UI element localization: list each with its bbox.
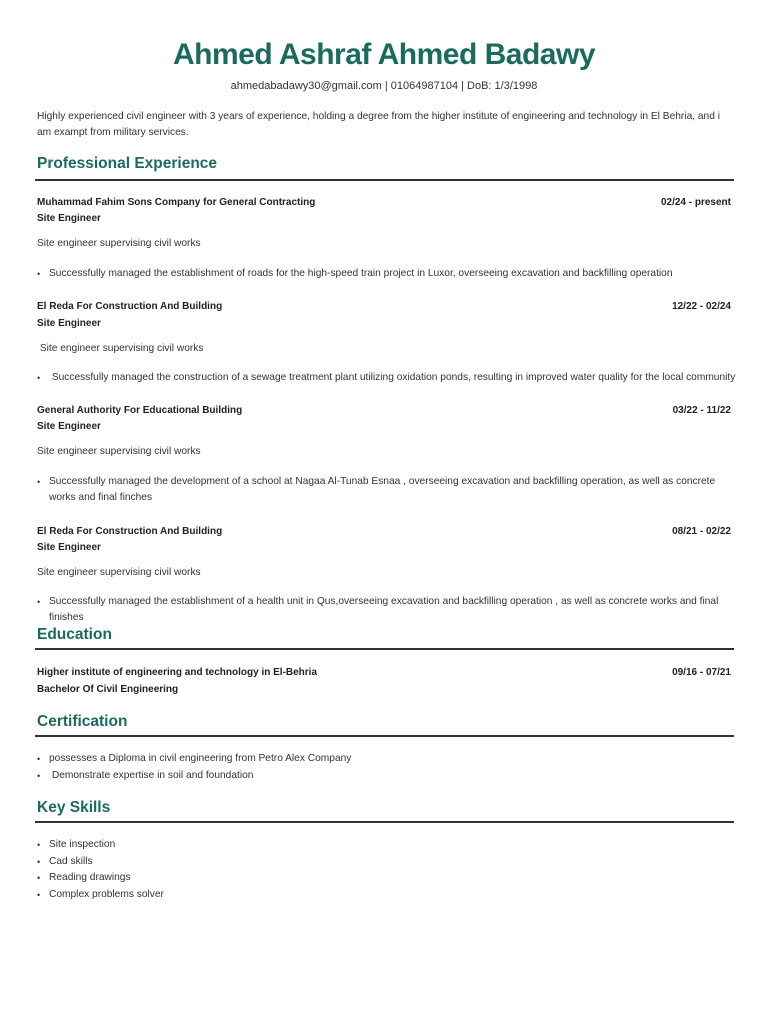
section-title-skills: Key Skills: [37, 799, 111, 816]
job-bullet-text: Successfully managed the establishment of roads for the high-speed train project in Luxor, overseeing excavation and backfilling operation: [49, 268, 673, 279]
job-bullet: [37, 266, 737, 282]
section-divider: [35, 735, 734, 737]
job-description: Site engineer supervising civil works: [37, 343, 204, 354]
bullet-icon: •: [37, 269, 41, 279]
certification-item: [37, 751, 737, 767]
job-title: Site Engineer: [37, 421, 101, 432]
education-school: Higher institute of engineering and technology in El-Behria: [37, 667, 318, 678]
certification-item-text: Demonstrate expertise in soil and foundation: [49, 770, 254, 781]
section-divider: [35, 648, 734, 650]
job-company: General Authority For Educational Building: [37, 405, 243, 416]
job-company: Muhammad Fahim Sons Company for General Contracting: [37, 197, 316, 208]
skill-item-text: Complex problems solver: [49, 889, 164, 900]
section-divider: [35, 179, 734, 181]
contact-line: ahmedabadawy30@gmail.com | 01064987104 | DoB: 1/3/1998: [230, 80, 538, 92]
job-company: El Reda For Construction And Building: [37, 301, 223, 312]
section-title-education: Education: [37, 626, 112, 643]
certification-item-text: possesses a Diploma in civil engineering from Petro Alex Company: [49, 753, 352, 764]
job-bullet-text: Successfully managed the construction of a sewage treatment plant utilizing oxidation ponds, resulting in improved water quality for the local community: [49, 372, 736, 383]
bullet-icon: •: [37, 840, 41, 850]
skill-item: [37, 837, 737, 853]
job-date: 03/22 - 11/22: [672, 405, 731, 416]
job-title: Site Engineer: [37, 318, 101, 329]
candidate-name: Ahmed Ashraf Ahmed Badawy: [172, 38, 596, 71]
job-date: 02/24 - present: [660, 197, 731, 208]
bullet-icon: •: [37, 771, 41, 781]
bullet-icon: •: [37, 373, 41, 383]
job-bullet-text: Successfully managed the development of a school at Nagaa Al-Tunab Esnaa , overseeing excavation and backfilling operation, as well as concrete works and final finches: [49, 476, 716, 503]
certification-item: [37, 768, 737, 784]
job-title: Site Engineer: [37, 213, 101, 224]
skill-item: [37, 870, 737, 886]
job-company: El Reda For Construction And Building: [37, 526, 223, 537]
education-degree: Bachelor Of Civil Engineering: [37, 684, 179, 695]
section-title-certification: Certification: [37, 713, 128, 730]
job-description: Site engineer supervising civil works: [37, 567, 201, 578]
education-date: 09/16 - 07/21: [672, 667, 731, 678]
bullet-icon: •: [37, 857, 41, 867]
skill-item-text: Site inspection: [49, 839, 116, 850]
skill-item-text: Cad skills: [49, 856, 93, 867]
summary-paragraph: Highly experienced civil engineer with 3 years of experience, holding a degree from the higher institute of engineering and technology in El Behria, and i am exampt from military services.: [37, 111, 720, 138]
section-divider: [35, 821, 734, 823]
bullet-icon: •: [37, 597, 41, 607]
job-date: 08/21 - 02/22: [672, 526, 731, 537]
job-bullet-text: Successfully managed the establishment of a health unit in Qus,overseeing excavation and backfilling operation , as well as concrete works and final finishes: [49, 596, 719, 623]
job-title: Site Engineer: [37, 542, 101, 553]
bullet-icon: •: [37, 754, 41, 764]
job-bullet: [37, 594, 737, 626]
job-bullet: [37, 370, 737, 386]
job-bullet: [37, 474, 732, 506]
skill-item-text: Reading drawings: [49, 872, 131, 883]
job-description: Site engineer supervising civil works: [37, 238, 201, 249]
bullet-icon: •: [37, 890, 41, 900]
bullet-icon: •: [37, 873, 41, 883]
bullet-icon: •: [37, 477, 41, 487]
section-title-experience: Professional Experience: [37, 155, 218, 172]
skill-item: [37, 887, 737, 903]
job-description: Site engineer supervising civil works: [37, 446, 201, 457]
skill-item: [37, 854, 737, 870]
job-date: 12/22 - 02/24: [672, 301, 731, 312]
